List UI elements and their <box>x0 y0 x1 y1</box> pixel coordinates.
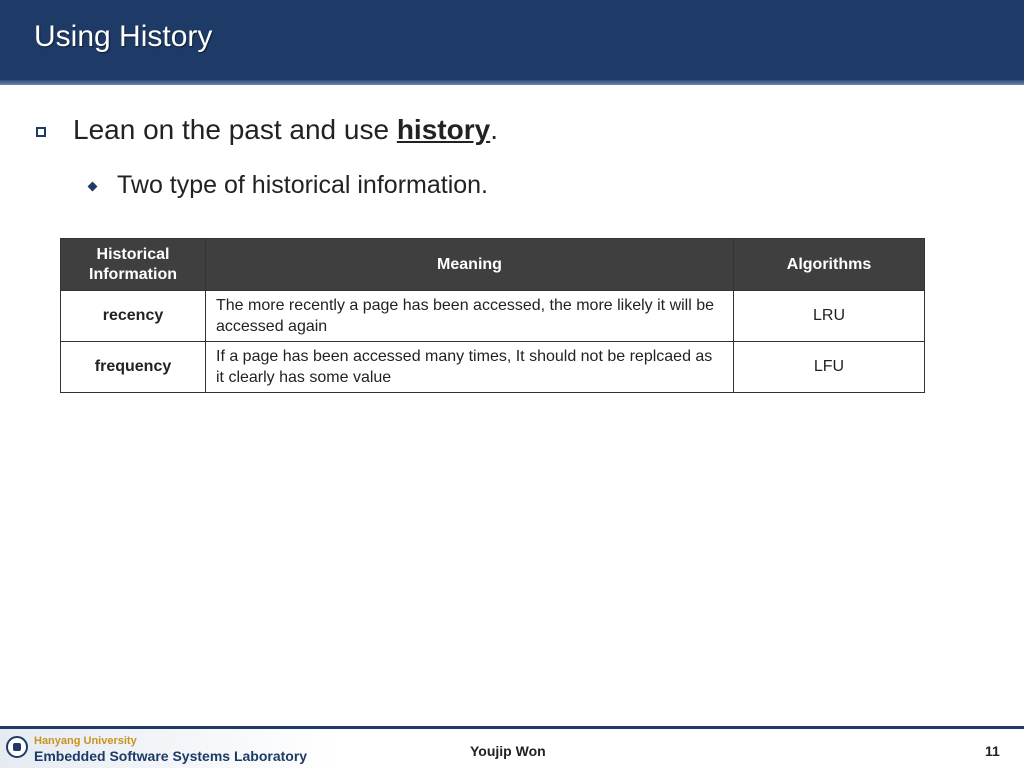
table-row <box>61 342 925 393</box>
footer-lab: Embedded Software Systems Laboratory <box>34 748 308 764</box>
page-number: 11 <box>985 743 1000 759</box>
table-row <box>61 291 925 342</box>
col-header-meaning: Meaning <box>206 239 734 291</box>
university-seal-icon <box>6 736 28 758</box>
square-bullet-icon <box>36 127 46 137</box>
bullet-1-suffix: . <box>490 114 498 145</box>
bullet-1-emphasis: history <box>396 114 491 145</box>
cell-algorithm: LRU <box>734 291 925 342</box>
footer-university: Hanyang University <box>34 735 137 747</box>
table-header-row <box>61 239 925 291</box>
bullet-text-1 <box>73 114 498 146</box>
col-header-algorithms: Algorithms <box>734 239 925 291</box>
history-table <box>60 238 925 393</box>
diamond-bullet-icon <box>88 182 98 192</box>
cell-info: frequency <box>61 342 206 393</box>
slide-title: Using History <box>34 20 213 53</box>
cell-algorithm: LFU <box>734 342 925 393</box>
cell-meaning: If a page has been accessed many times, It should not be replcaed as it clearly has some value <box>206 342 734 393</box>
header-stripe <box>0 80 1024 85</box>
bullet-text-2: Two type of historical information. <box>117 171 488 199</box>
cell-info: recency <box>61 291 206 342</box>
footer-author: Youjip Won <box>470 743 546 759</box>
bullet-1-prefix: Lean on the past and use <box>73 114 397 145</box>
col-header-info: Historical Information <box>61 239 206 291</box>
cell-meaning: The more recently a page has been accessed, the more likely it will be accessed again <box>206 291 734 342</box>
